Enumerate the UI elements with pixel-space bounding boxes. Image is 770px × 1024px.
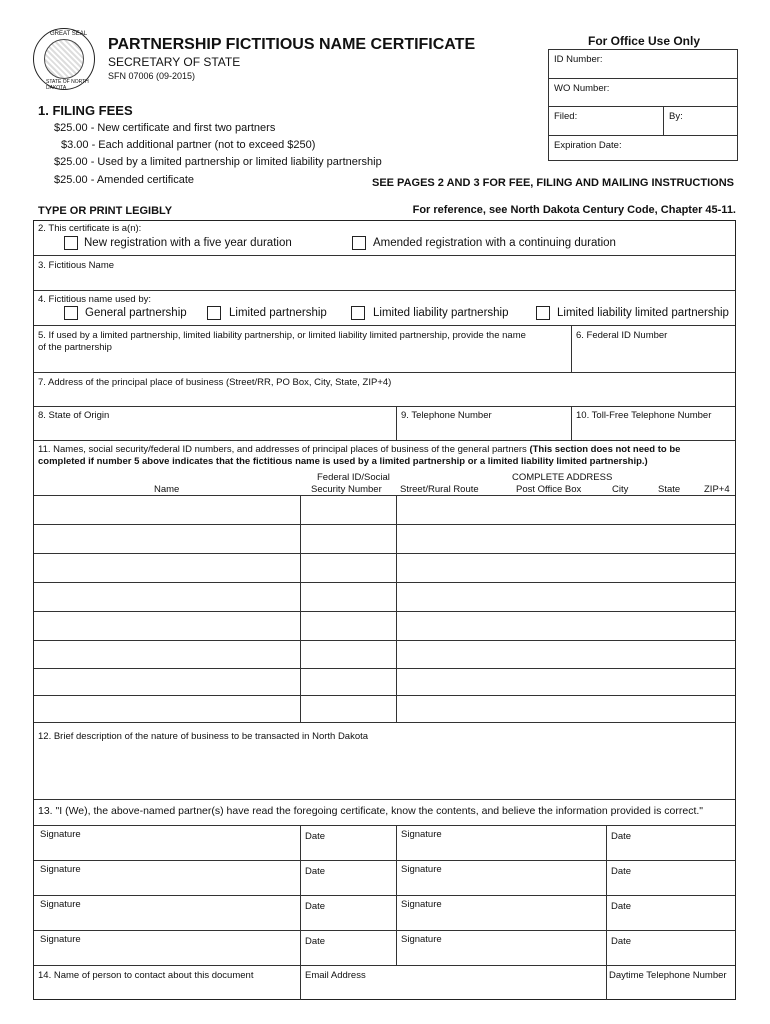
partner-row[interactable] [34,669,735,695]
signature-label: Signature [40,864,81,875]
sec4-label: 4. Fictitious name used by: [38,294,151,305]
id-number-label: ID Number: [554,54,603,65]
date-field[interactable] [301,826,396,860]
date-label: Date [305,831,326,842]
signature-field[interactable] [34,826,300,860]
fee-item: $25.00 - Used by a limited partnership or limited liability partnership [54,156,382,168]
signature-label: Signature [40,829,81,840]
amended-registration-checkbox[interactable] [352,236,366,250]
by-label: By: [669,111,683,122]
limited-partnership-checkbox[interactable] [207,306,221,320]
signature-field[interactable] [397,931,606,965]
limited-partnership-label: Limited partnership [229,307,327,319]
date-field[interactable] [301,896,396,930]
sec11-note: completed if number 5 above indicates that the fictitious name is used by a limited partnership or a limited liability limited partnership.) [38,456,648,467]
new-registration-checkbox[interactable] [64,236,78,250]
fee-item: $25.00 - Amended certificate [54,174,195,186]
sec5-label-line2: of the partnership [38,342,112,353]
date-label: Date [305,866,326,877]
instructions-note: SEE PAGES 2 AND 3 FOR FEE, FILING AND MAILING INSTRUCTIONS [371,177,734,189]
id-number-field[interactable] [549,50,737,79]
form-number: SFN 07006 (09-2015) [108,71,196,81]
partner-row[interactable] [34,696,735,722]
state-of-origin-field[interactable] [34,407,396,440]
col-pobox: Post Office Box [516,484,582,495]
col-zip: ZIP+4 [704,484,730,495]
fee-item: $25.00 - New certificate and first two partners [54,122,276,134]
signature-label: Signature [401,934,442,945]
partner-row[interactable] [34,525,735,553]
new-registration-label: New registration with a five year duration [84,237,292,249]
partner-row[interactable] [34,554,735,582]
filed-label: Filed: [554,111,578,122]
sec3-label: 3. Fictitious Name [38,260,115,271]
date-label: Date [611,901,632,912]
date-field[interactable] [301,931,396,965]
sec11-label: 11. Names, social security/federal ID numbers, and addresses of principal places of business of the general partners (This section does not need to be [38,444,681,455]
office-use-heading: For Office Use Only [587,34,701,48]
date-field[interactable] [301,861,396,895]
signature-label: Signature [401,864,442,875]
partner-row[interactable] [34,496,735,524]
date-field[interactable] [607,826,735,860]
seal-emblem-icon [44,39,84,79]
general-partnership-label: General partnership [85,307,187,319]
filing-fees-heading: 1. FILING FEES [38,103,133,118]
email-field[interactable] [301,966,606,999]
toll-free-field[interactable] [572,407,735,440]
form-title: PARTNERSHIP FICTITIOUS NAME CERTIFICATE [108,36,476,53]
date-label: Date [611,866,632,877]
date-label: Date [611,936,632,947]
sec13-statement: 13. "I (We), the above-named partner(s) have read the foregoing certificate, know the contents, and believe the information provided is correct." [38,805,704,817]
wo-number-label: WO Number: [554,83,610,94]
signature-label: Signature [40,899,81,910]
daytime-phone-label: Daytime Telephone Number [609,970,727,981]
wo-number-field[interactable] [549,79,737,107]
email-label: Email Address [305,970,366,981]
date-field[interactable] [607,896,735,930]
partnership-name-field[interactable] [34,326,571,372]
date-label: Date [305,901,326,912]
partner-row[interactable] [34,612,735,640]
fee-item: $3.00 - Each additional partner (not to exceed $250) [61,139,316,151]
seal-bottom-text: STATE OF NORTH DAKOTA [46,79,89,91]
expiration-label: Expiration Date: [554,140,622,151]
sec2-label: 2. This certificate is a(n): [38,223,142,234]
sec9-label: 9. Telephone Number [401,410,492,421]
col-street: Street/Rural Route [400,484,479,495]
sec10-label: 10. Toll-Free Telephone Number [576,410,712,421]
col-fed1: Federal ID/Social [317,472,390,483]
expiration-field[interactable] [549,136,737,160]
col-address: COMPLETE ADDRESS [512,472,613,483]
federal-id-field[interactable] [572,326,735,372]
business-description-field[interactable] [34,723,735,799]
signature-field[interactable] [397,861,606,895]
filed-field[interactable] [549,107,737,136]
partner-row[interactable] [34,641,735,668]
date-label: Date [305,936,326,947]
type-print-note: TYPE OR PRINT LEGIBLY [38,205,173,217]
fictitious-name-field[interactable] [34,256,735,290]
sec6-label: 6. Federal ID Number [576,330,668,341]
col-city: City [612,484,629,495]
state-seal [33,28,95,90]
office-use-box [548,49,738,161]
signature-label: Signature [40,934,81,945]
lllp-checkbox[interactable] [536,306,550,320]
daytime-phone-field[interactable] [607,966,735,999]
sec7-label: 7. Address of the principal place of business (Street/RR, PO Box, City, State, ZIP+4) [38,377,392,388]
col-state: State [658,484,681,495]
llp-checkbox[interactable] [351,306,365,320]
sec12-label: 12. Brief description of the nature of business to be transacted in North Dakota [38,731,369,742]
partner-row[interactable] [34,583,735,611]
sec14-label: 14. Name of person to contact about this document [38,970,254,981]
llp-label: Limited liability partnership [373,307,509,319]
sec5-label-line1: 5. If used by a limited partnership, limited liability partnership, or limited liability limited partnership, provide the name [38,330,526,341]
signature-field[interactable] [397,826,606,860]
telephone-field[interactable] [397,407,571,440]
general-partnership-checkbox[interactable] [64,306,78,320]
principal-address-field[interactable] [34,373,735,406]
signature-field[interactable] [34,931,300,965]
signature-label: Signature [401,829,442,840]
reference-note: For reference, see North Dakota Century Code, Chapter 45-11. [412,204,736,216]
seal-top-text: GREAT SEAL [50,31,88,37]
amended-registration-label: Amended registration with a continuing duration [373,237,616,249]
sec8-label: 8. State of Origin [38,410,110,421]
date-label: Date [611,831,632,842]
agency-name: SECRETARY OF STATE [108,55,241,69]
col-name: Name [154,484,180,495]
contact-name-field[interactable] [34,966,300,999]
signature-field[interactable] [397,896,606,930]
col-fed2: Security Number [311,484,382,495]
lllp-label: Limited liability limited partnership [557,307,729,319]
signature-field[interactable] [34,896,300,930]
signature-label: Signature [401,899,442,910]
certificate-form [33,220,736,1000]
signature-field[interactable] [34,861,300,895]
date-field[interactable] [607,931,735,965]
date-field[interactable] [607,861,735,895]
